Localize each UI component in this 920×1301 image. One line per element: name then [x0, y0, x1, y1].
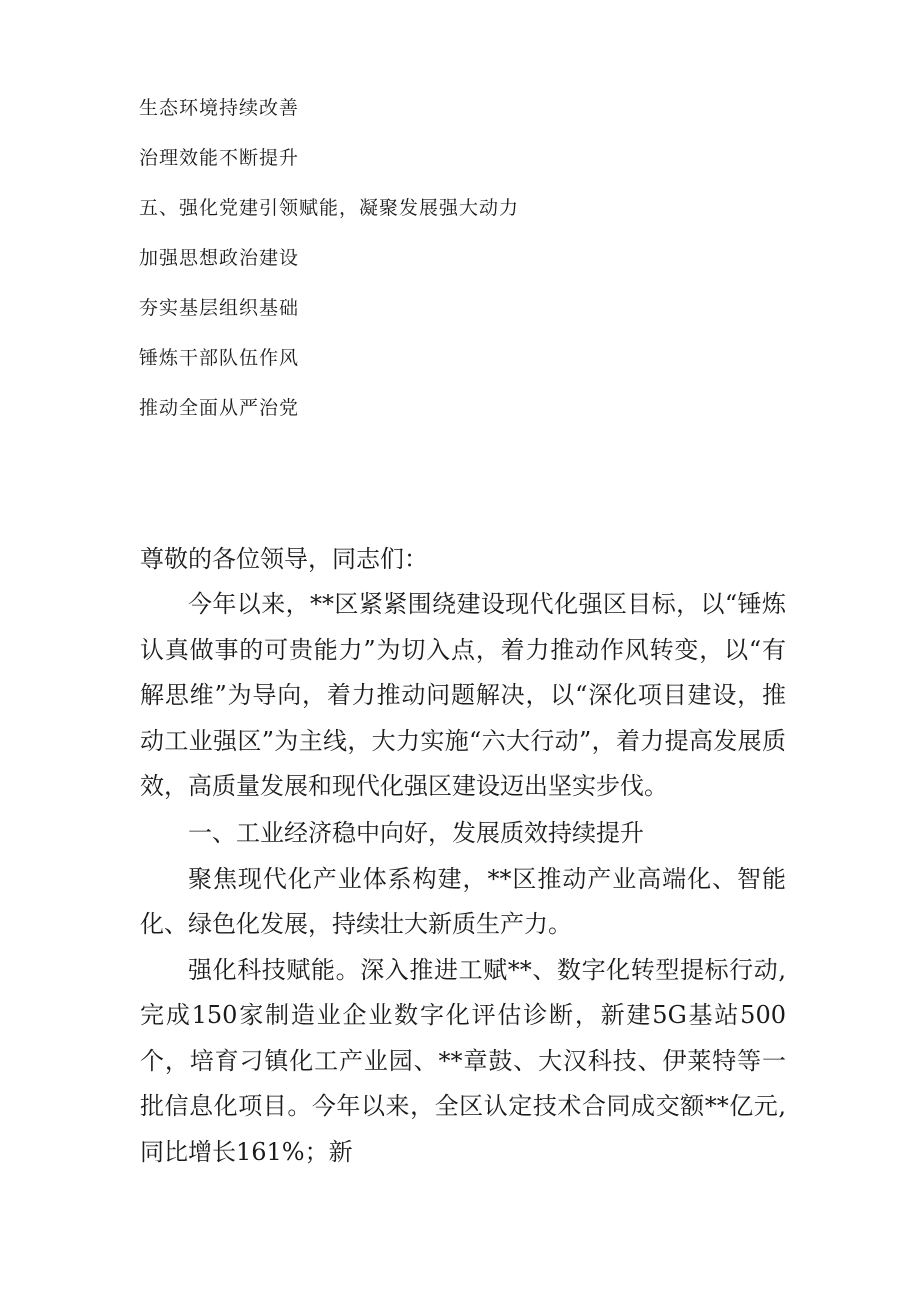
- section-intro-paragraph: 聚焦现代化产业体系构建，**区推动产业高端化、智能化、绿色化发展，持续壮大新质生产力。: [140, 864, 786, 938]
- salutation: 尊敬的各位领导，同志们：: [140, 545, 428, 573]
- speech-body: [140, 537, 786, 1175]
- section-heading: 一、工业经济稳中向好，发展质效持续提升: [188, 818, 644, 847]
- outline-item-discipline: 推动全面从严治党: [139, 397, 300, 419]
- outline-item-grassroots: 夯实基层组织基础: [139, 297, 300, 319]
- outline-list: [139, 96, 839, 446]
- outline-item-governance: 治理效能不断提升: [139, 147, 300, 169]
- outline-item-cadres: 锤炼干部队伍作风: [139, 347, 300, 369]
- tech-empowerment-paragraph: 强化科技赋能。深入推进工赋**、数字化转型提标行动,完成150家制造业企业数字化评估诊断，新建5G基站500个，培育刁镇化工产业园、**章鼓、大汉科技、伊莱特等一批信息化项目。今年以来，全区认定技术合同成交额**亿元,同比增长161%；新: [140, 955, 786, 1166]
- outline-item-party-building: 五、强化党建引领赋能，凝聚发展强大动力: [139, 197, 520, 219]
- outline-item-ecology: 生态环境持续改善: [139, 97, 300, 119]
- intro-paragraph: 今年以来，**区紧紧围绕建设现代化强区目标，以“锤炼认真做事的可贵能力”为切入点，着力推动作风转变，以“有解思维”为导向，着力推动问题解决，以“深化项目建设，推动工业强区”为主线，大力实施“六大行动”，着力提高发展质效，高质量发展和现代化强区建设迈出坚实步伐。: [140, 590, 786, 800]
- outline-item-ideology: 加强思想政治建设: [139, 247, 300, 269]
